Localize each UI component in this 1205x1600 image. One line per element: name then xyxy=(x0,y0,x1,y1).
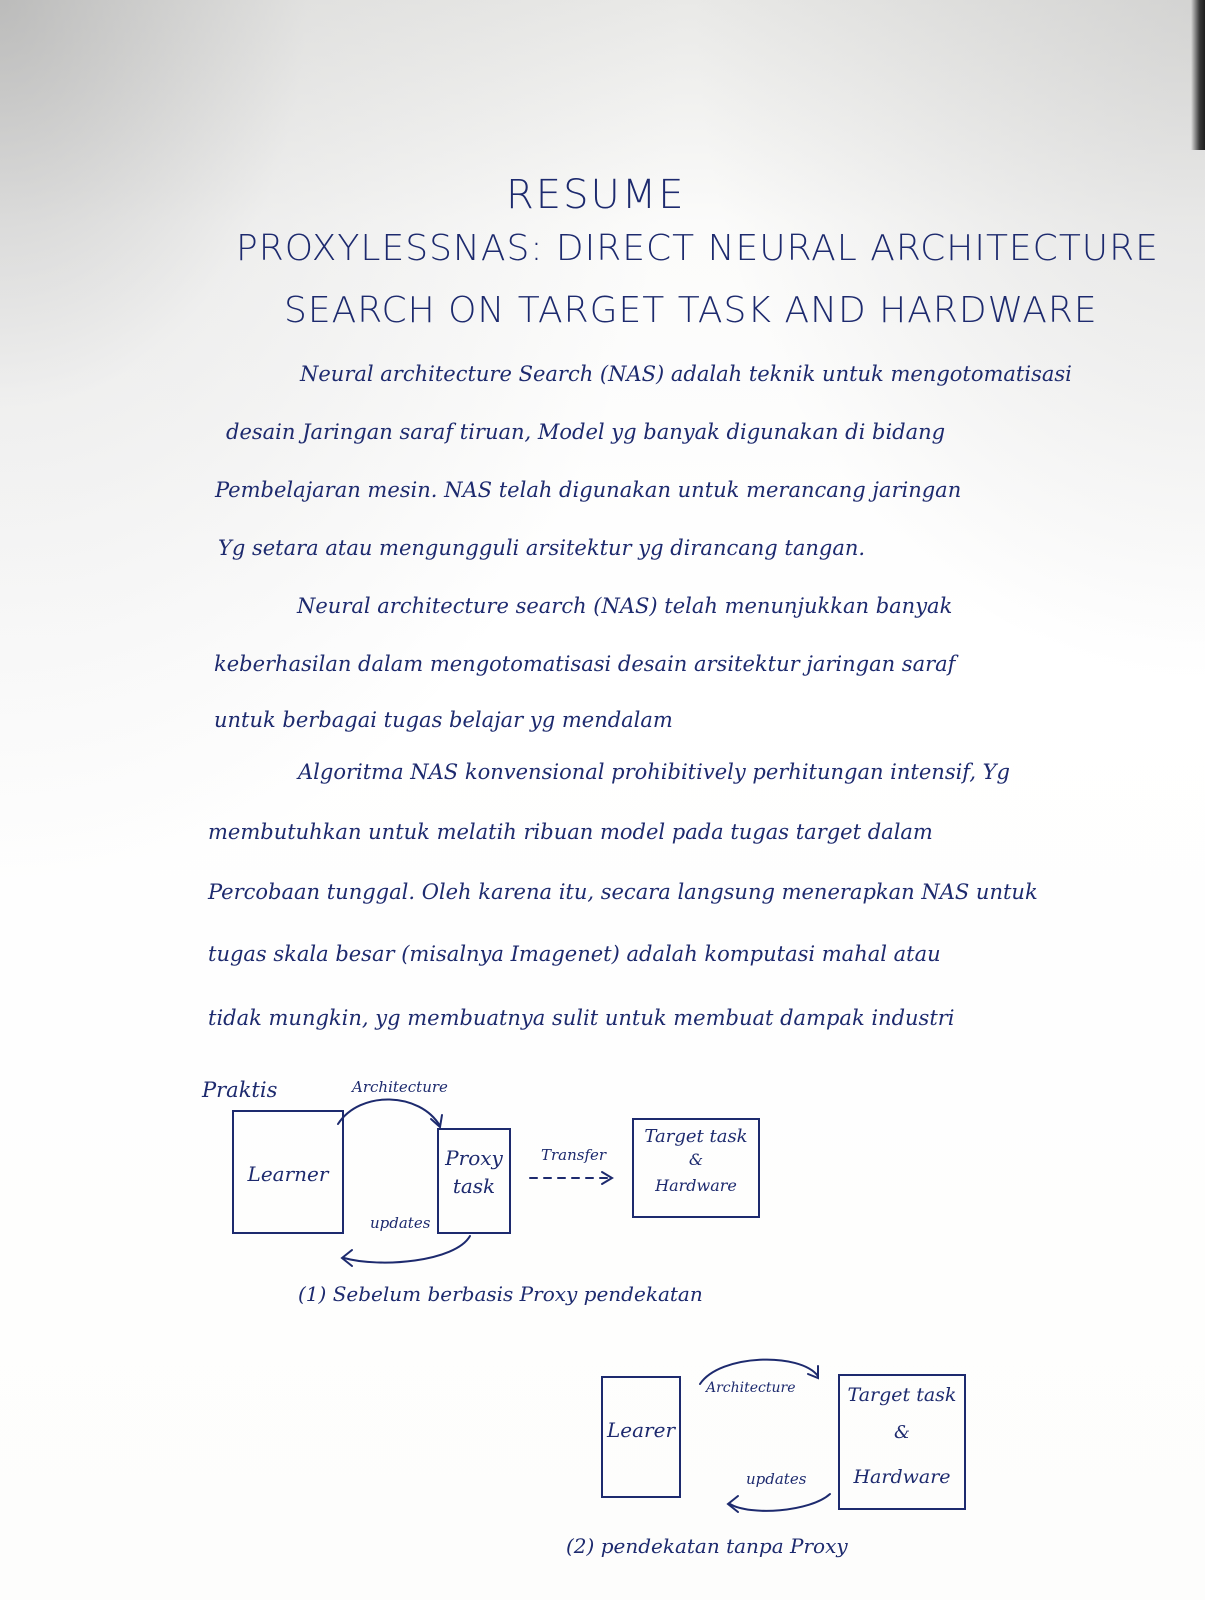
diagram-1-caption: (1) Sebelum berbasis Proxy pendekatan xyxy=(298,1282,703,1306)
paragraph-1-line: Yg setara atau mengungguli arsitektur yg dirancang tangan. xyxy=(218,536,866,560)
diagram-1-proxy-label: Proxy xyxy=(445,1146,503,1170)
diagram-2-target-label: Hardware xyxy=(853,1466,951,1488)
paragraph-3-line: membutuhkan untuk melatih ribuan model pada tugas target dalam xyxy=(208,820,933,844)
diagram-1-target-label: Target task xyxy=(644,1126,748,1147)
paragraph-3-line: tidak mungkin, yg membuatnya sulit untuk membuat dampak industri xyxy=(208,1006,955,1030)
diagram-1-target-label: Hardware xyxy=(655,1176,737,1195)
diagram-2-updates-arrow xyxy=(730,1494,830,1511)
diagram-1-updates-arrow xyxy=(344,1236,470,1263)
diagram-2-learner-label: Learer xyxy=(607,1418,675,1442)
diagram-1-target-label: & xyxy=(688,1150,704,1169)
diagram-2-target-label: & xyxy=(893,1422,911,1443)
diagram-1-updates-label: updates xyxy=(370,1214,431,1232)
diagram-1-transfer-label: Transfer xyxy=(541,1146,607,1164)
paragraph-1-line: Pembelajaran mesin. NAS telah digunakan untuk merancang jaringan xyxy=(215,478,962,502)
paragraph-3-line: Algoritma NAS konvensional prohibitively perhitungan intensif, Yg xyxy=(298,760,1010,784)
paper-title-line-2: SEARCH ON TARGET TASK AND HARDWARE xyxy=(284,290,1098,331)
diagram-1-architecture-label: Architecture xyxy=(352,1078,448,1096)
diagram-2-target-label: Target task xyxy=(847,1384,957,1406)
diagram-2-updates-label: updates xyxy=(746,1470,807,1488)
paragraph-2-line: keberhasilan dalam mengotomatisasi desain arsitektur jaringan saraf xyxy=(214,652,956,676)
diagram-1-proxy-label: task xyxy=(452,1174,496,1198)
paragraph-2-line: untuk berbagai tugas belajar yg mendalam xyxy=(214,708,673,732)
paragraph-3-line: Praktis xyxy=(202,1078,278,1102)
diagram-2-caption: (2) pendekatan tanpa Proxy xyxy=(566,1534,848,1558)
paragraph-3-line: tugas skala besar (misalnya Imagenet) adalah komputasi mahal atau xyxy=(208,942,941,966)
diagram-1-architecture-arrow xyxy=(338,1099,440,1126)
page-edge-shadow xyxy=(1191,0,1205,150)
paper-title-line-1: PROXYLESSNAS: DIRECT NEURAL ARCHITECTURE xyxy=(236,228,1159,269)
paragraph-1-line: Neural architecture Search (NAS) adalah teknik untuk mengotomatisasi xyxy=(300,362,1072,386)
paragraph-3-line: Percobaan tunggal. Oleh karena itu, secara langsung menerapkan NAS untuk xyxy=(208,880,1038,904)
paragraph-1-line: desain Jaringan saraf tiruan, Model yg banyak digunakan di bidang xyxy=(226,420,946,444)
paragraph-2-line: Neural architecture search (NAS) telah menunjukkan banyak xyxy=(297,594,953,618)
diagram-2-architecture-label: Architecture xyxy=(706,1380,796,1396)
diagram-1-learner-label: Learner xyxy=(247,1162,329,1186)
resume-heading: RESUME xyxy=(506,172,686,218)
